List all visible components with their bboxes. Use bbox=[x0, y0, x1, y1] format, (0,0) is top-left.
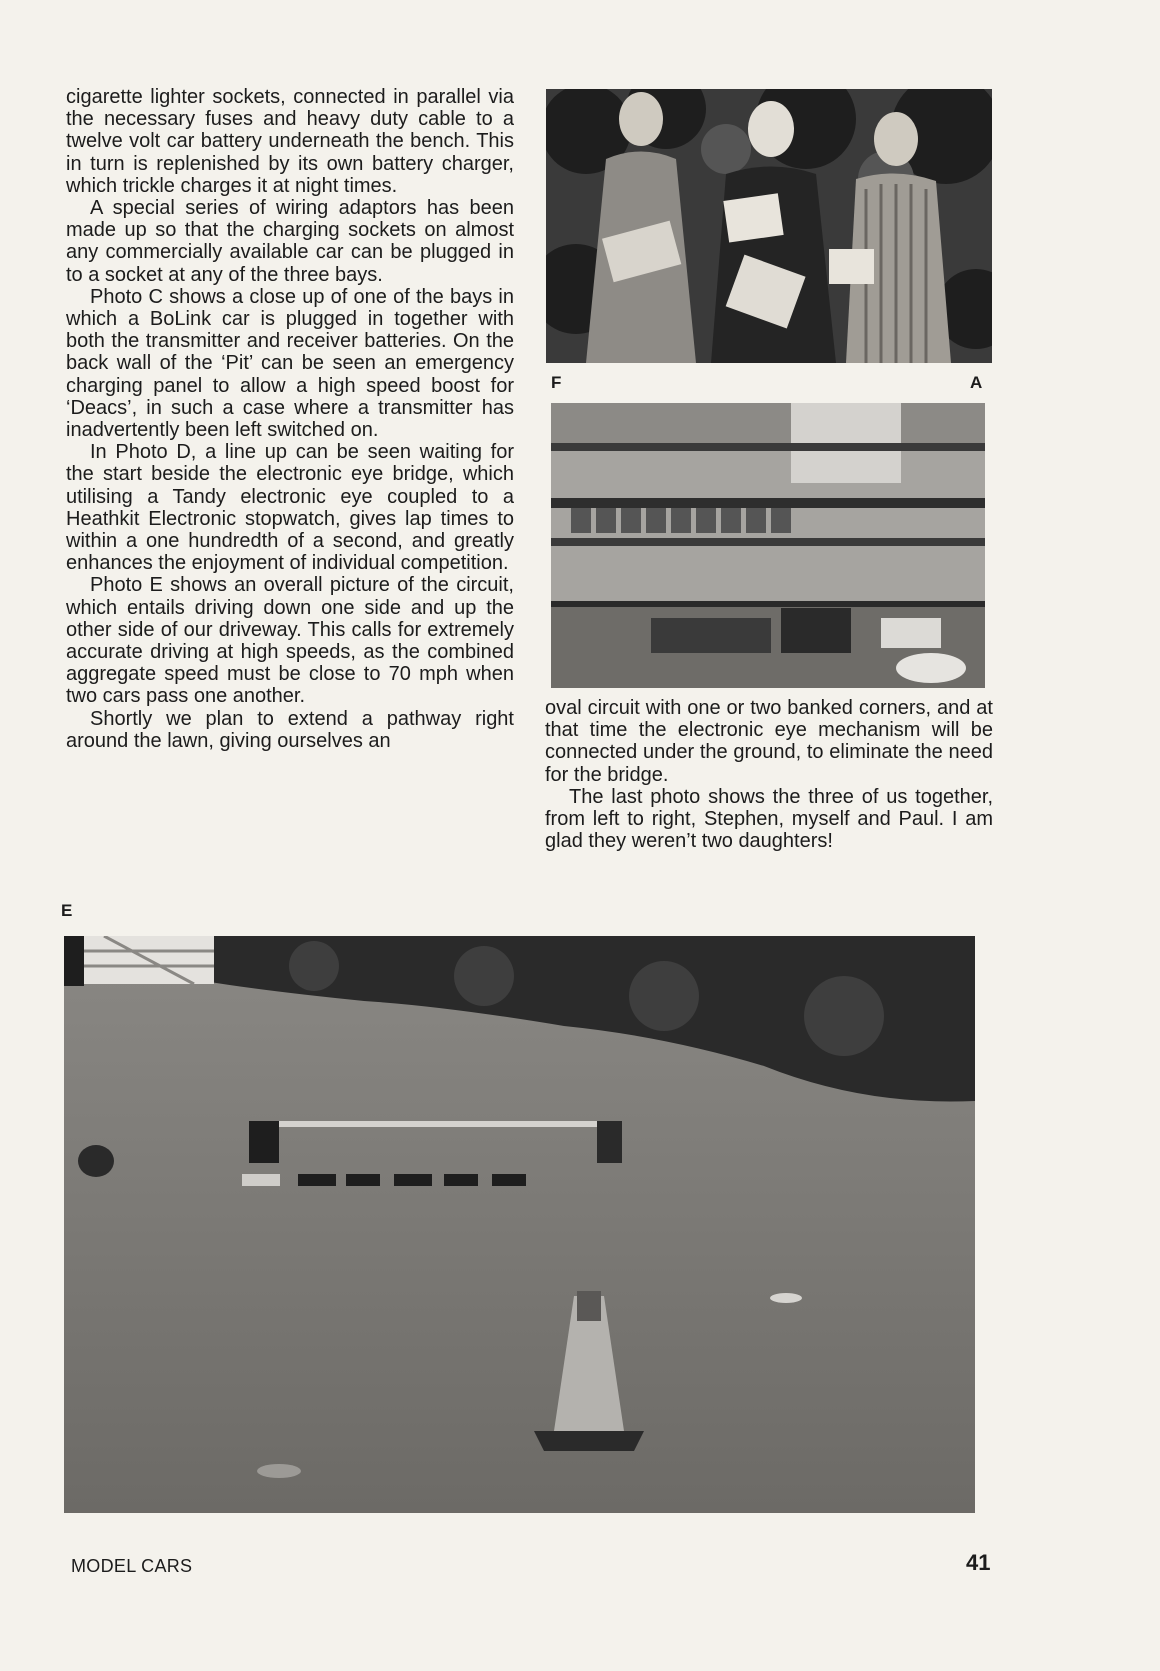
right-text-column bbox=[545, 697, 993, 852]
paragraph: oval circuit with one or two banked corners, and at that time the electronic eye mechanism will be connected under the ground, to eliminate the need for the bridge. bbox=[545, 697, 993, 786]
paragraph: Photo E shows an overall picture of the circuit, which entails driving down one side and up the other side of our driveway. This calls for extremely accurate driving at high speeds, as the combined aggregate speed must be close to 70 mph when two cars pass one another. bbox=[66, 574, 514, 708]
left-text-column bbox=[66, 86, 514, 752]
paragraph: In Photo D, a line up can be seen waiting for the start beside the electronic eye bridge, which utilising a Tandy electronic eye coupled to a Heathkit Electronic stopwatch, gives lap times to within a one hundredth of a second, and greatly enhances the enjoyment of individual competition. bbox=[66, 441, 514, 575]
photo-workshop-bench bbox=[551, 403, 985, 688]
paragraph: A special series of wiring adaptors has been made up so that the charging sockets on almost any commercially available car can be plugged in to a socket at any of the three bays. bbox=[66, 197, 514, 286]
figure-label-e: E bbox=[61, 901, 73, 920]
paragraph: Photo C shows a close up of one of the bays in which a BoLink car is plugged in together with both the transmitter and receiver batteries. On the back wall of the ‘Pit’ can be seen an emergency charging panel to allow a high speed boost for ‘Deacs’, in such a case where a transmitter has inadvertently been left switched on. bbox=[66, 285, 514, 442]
paragraph: cigarette lighter sockets, connected in parallel via the necessary fuses and heavy duty cable to a twelve volt car battery underneath the bench. This in turn is replenished by its own battery charger, which trickle charges it at night times. bbox=[66, 86, 514, 197]
magazine-name: MODEL CARS bbox=[71, 1556, 193, 1576]
photo-driveway-circuit bbox=[64, 936, 975, 1513]
figure-label-a: A bbox=[970, 373, 983, 392]
paragraph: The last photo shows the three of us together, from left to right, Stephen, myself and Paul. I am glad they weren’t two daughters! bbox=[545, 785, 993, 853]
page-number: 41 bbox=[966, 1550, 991, 1575]
figure-label-f: F bbox=[551, 373, 562, 392]
paragraph: Shortly we plan to extend a pathway right around the lawn, giving ourselves an bbox=[66, 707, 514, 752]
photo-three-people bbox=[546, 89, 992, 363]
